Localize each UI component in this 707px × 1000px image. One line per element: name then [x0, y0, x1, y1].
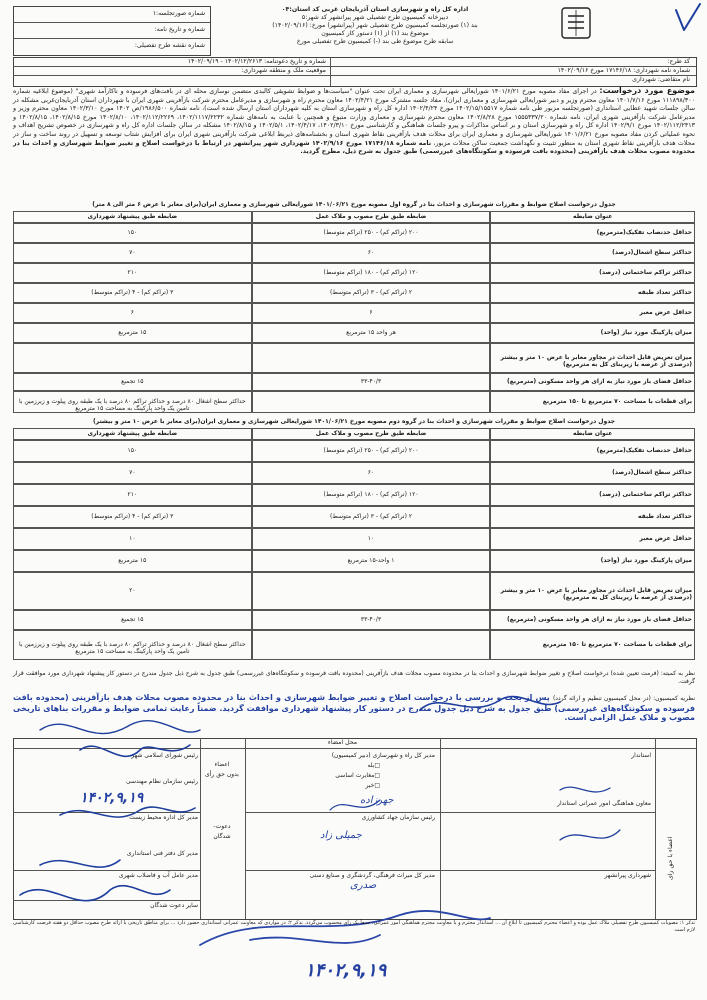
member-municipality: شهرداری پیرانشهر	[604, 872, 651, 879]
decision-text: پس از بحث و بررسی با درخواست اصلاح و تغییر ضوابط شهرسازی و احداث بنا در محدوده مصوب محلات هدف بازآفرینی (محدوده بافت فرسوده و سکونتگاه‌های غیررسمی) طبق جدول به شرح ذیل جدول مندرج در دستور کار پیشنهاد شهرداری موافقت گردید. ضمناً رعایت تمامی ضوابط و مقررات بناهای تاریخی مصوب و ملاک عمل الزامی است.	[13, 693, 695, 722]
table2-cell: ۱۵ مترمربع	[118, 557, 147, 564]
member-water: مدیر عامل آب و فاضلاب شهری	[118, 872, 198, 879]
table2-cell: برای قطعات با مساحت ۷۰ مترمربع تا ۱۵۰ مترمربع	[542, 641, 692, 648]
member-roads-director: مدیر کل راه و شهرسازی (دبیر کمیسیون)	[331, 752, 435, 759]
table2	[13, 428, 695, 664]
table2-cell	[255, 641, 488, 660]
org-line-4: موضوع بند (۱) از (۱) دستور کار کمیسیون	[321, 30, 429, 37]
table1-cell: حداکثر سطح اشغال(درصد)	[612, 249, 692, 256]
vote-label-invited-2: شدگان	[213, 833, 231, 840]
member-agriculture: رئیس سازمان جهاد کشاورزی	[361, 814, 435, 821]
table2-cell: ۱۲۰ (تراکم کم) - ۱۸۰ (تراکم متوسط)	[323, 491, 419, 498]
table2-cell: حداکثر تراکم ساختمانی (درصد)	[599, 491, 692, 498]
subject-tail: نامه شماره ۱۷۱۴۶/۱۸ مورخ ۱۴۰۲/۹/۱۶ شهرداری شهر پیرانشهر در ارتباط با درخواست اصلاح و تغییر ضوابط شهرسازی و احداث بنا در محدوده مصوب محلات هدف بازآفرینی (محدوده بافت فرسوده و سکونتگاه‌های غیررسمی) طبق جدول به شرح ذیل، مطرح گردید.	[13, 139, 695, 156]
table2-cell: ۱۵۰	[127, 447, 138, 454]
request-note: نظر به کمیته: (فرمت تعیین شده) درخواست اصلاح و تغییر ضوابط شهرسازی و احداث بنا در محدوده مصوب محلات هدف بازآفرینی (محدوده بافت فرسوده و سکونتگاه‌های غیررسمی) طبق جدول به شرح ذیل جدول مندرج در دستور کار پیشنهاد شهرداری مورد موافقت قرار گرفت.	[13, 670, 695, 685]
table2-cell: ۲۰۰ (تراکم کم) - ۲۵۰ (تراکم متوسط)	[323, 447, 419, 454]
table1-cell: ۶	[369, 309, 373, 316]
invite-value: ۱۴۰۲/۱۲/۲۶۱۳ - ۱۴۰۲/۰۹/۱۹	[187, 58, 263, 65]
table1	[13, 211, 695, 413]
map-number: شماره نقشه طرح تفصیلی:	[134, 42, 205, 49]
member-heritage: مدیر کل میراث فرهنگی، گردشگری و صنایع دستی	[309, 872, 435, 879]
table1-cell: برای قطعات با مساحت ۷۰ مترمربع تا ۱۵۰ مترمربع	[542, 398, 692, 405]
applicant-label: نام متقاضی:	[657, 76, 690, 83]
table1-cell: حداکثر تراکم ساختمانی (درصد)	[599, 269, 692, 276]
handwritten-name-2: جمیلی زاد	[320, 830, 362, 841]
subject-title: موضوع مورد درخواست:	[599, 86, 696, 95]
handwritten-date-2: ۱۴۰۲,۹,۱۹	[305, 960, 387, 981]
decision-label: نظریه کمیسیون: (در محل کمیسیون تنظیم و ارائه گردد)	[552, 695, 695, 702]
table2-cell: ۱۰	[367, 535, 375, 542]
table2-header-1: ضابطه طبق طرح مصوب و ملاک عمل	[315, 430, 427, 437]
table1-cell: ۳ (تراکم کم) - ۴ (تراکم متوسط)	[91, 289, 174, 296]
vote-no: □خیر	[365, 782, 380, 789]
table1-cell: ۲۰۰ (تراکم کم) - ۲۵۰ (تراکم متوسط)	[323, 229, 419, 236]
table1-header-2: ضابطه طبق پیشنهاد شهرداری	[87, 213, 178, 220]
table2-cell: ۱۰	[129, 535, 136, 542]
table1-cell: ۱۲۰ (تراکم کم) - ۱۸۰ (تراکم متوسط)	[323, 269, 419, 276]
member-environment: مدیر کل اداره محیط زیست	[129, 814, 198, 821]
footer-note: تذکر ۱: مصوبات کمیسیون طرح تفصیلی ملاک عمل بوده و اعضاء محترم کمیسیون تا ابلاغ آن ... استاندار محترم و یا معاونت محترم هماهنگی امور عمرانی، جمعاً یک رأی محسوب می‌گردد. تذکر ۲: در مواردی که معاونت عمرانی استانداری حضور دارد ... برای مناطق تاریخی با ارائه طرح مصوب حداقل دو هفته فرصت کارشناسی لازم است	[13, 920, 696, 933]
table1-cell: ۲۱۰	[127, 269, 138, 276]
table1-cell: هر واحد ۱۵ مترمربع	[346, 329, 396, 336]
table2-cell: ۳۳-۴۰/۳	[360, 616, 382, 623]
table1-cell: ۶۰	[367, 249, 375, 256]
table1-cell: ۱۵۰	[127, 229, 138, 236]
vote-yes: □بله	[367, 762, 380, 769]
table1-cell: ۱۵ تجمیع	[121, 378, 144, 385]
org-line-1: اداره کل راه و شهرسازی استان آذربایجان غربی کد استان:۰۴	[281, 6, 469, 13]
table2-cell: حداقل فضای باز مورد نیاز به ازای هر واحد مسکونی (مترمربع)	[506, 616, 692, 623]
table1-cell	[255, 354, 488, 373]
table2-cell: حداکثر سطح اشغال ۸۰ درصد و حداکثر تراکم ۸۰ درصد با یک طبقه روی پیلوت و زیرزمین با تامین یک واحد پارکینگ به مساحت ۱۵ مترمربع	[18, 641, 246, 655]
table1-cell: حداکثر تعداد طبقه	[637, 289, 692, 296]
table1-cell: ۲ (تراکم کم) - ۳ (تراکم متوسط)	[329, 289, 413, 296]
signature-scribbles	[0, 690, 707, 1000]
municipality-letter-value: ۱۷۱۴۶/۱۸ مورخ ۱۴۰۲/۰۹/۱۶	[557, 67, 632, 74]
table2-cell: ۱۵ تجمیع	[121, 616, 144, 623]
org-line-2: دبیرخانه کمیسیون طرح تفصیلی شهر پیرانشهر کد شهر:۵	[301, 14, 449, 21]
table2-header-2: ضابطه طبق پیشنهاد شهرداری	[87, 430, 178, 437]
ministry-logo	[560, 6, 592, 46]
table2-title: جدول درخواست اصلاح ضوابط و مقررات شهرسازی و احداث بنا در گروه دوم مصوبه مورخ ۱۴۰۱/۰۶/۲۱ شورایعالی شهرسازی و معماری ایران(برای معابر با عرض ۱۰ متر و بیشتر)	[93, 418, 615, 425]
vote-label-invited: دعوت-	[213, 823, 231, 830]
handwritten-name-1: جهرزاده	[360, 795, 394, 806]
table1-cell: ۱۵ مترمربع	[118, 329, 147, 336]
table1-cell: حداقل حدنصاب تفکیک(مترمربع)	[596, 229, 692, 236]
member-technical-office: مدیر کل دفتر فنی استانداری	[126, 850, 198, 857]
municipality-letter-label: شماره نامه شهرداری:	[633, 67, 690, 74]
table1-title: جدول درخواست اصلاح ضوابط و مقررات شهرسازی و احداث بنا در گروه اول مصوبه مورخ ۱۴۰۱/۰۶/۲۱ شورایعالی شهرسازی و معماری ایران(برای معابر با عرض ۶ متر الی ۸ متر)	[92, 201, 616, 208]
table2-cell: حداکثر سطح اشغال(درصد)	[612, 469, 692, 476]
table2-cell: ۲۱۰	[127, 491, 138, 498]
member-deputy-governor: معاون هماهنگی امور عمرانی استاندار	[557, 800, 651, 807]
table2-cell: ۳ (تراکم کم) - ۴ (تراکم متوسط)	[91, 513, 174, 520]
subject-text: در اجرای مفاد مصوبه مورخ ۱۴۰۱/۶/۲۱ شورایعالی شهرسازی و معماری ایران تحت عنوان "سیاست‌ها و ضوابط تشویقی کالبدی متضمن نوسازی محله ای در بافت‌های فرسوده و ناکارآمد شهری" (موضوع ابلاغیه شماره ۱۱۱۸۹۸/۳۰۰ مورخ ۱۴۰۱/۷/۱۶ معاون محترم وزیر و دبیر شورایعالی شهرسازی و معماری ایران)، مفاد جلسه مشترک مورخ ۱۴۰۲/۴/۲۱ معاون محترم راه و شهرسازی و مدیرعامل محترم شرکت بازآفرینی شهری ایران با شهرداران استان آذربایجان‌غربی مشکله در سالن جلسات شهید عطایی استانداری (صورتجلسه مزبور طی نامه شماره ۱۴۰۲/۱۵/۱۵۵۱۷ مورخ ۱۴۰۲/۴/۲۴ اداره کل راه و شهرسازی استان به کلیه شهرداران استان ارسال شده است)، نامه شماره ۱۹۸۶/۵۰۰/ص ۱۴۰۲ مورخ ۱۴۰۲/۳/۱۰ معاون محترم وزیر و مدیرعامل شرکت بازآفرینی شهری ایران، نامه شماره ۱۵۵۵۳۳۷/۲۰ مورخ ۱۴۰۲/۸/۲۸ معاون محترم شهرسازی و معماری وزارت متبوع و همچنین با عنایت به نامه‌های شماره ۱۴۰۲/۱۱۱۷/۲۲۳۲، ۱۴۰۲/۱۱۲/۲۲۶۹، ۱۴۰۲/۸/۱۰ مورخ ۱۴۰۲/۸/۱۵، ۱۴۰۲/۸/۱۵ و ۱۴۰۲/۱۱۲/۲۴۱۳ مورخ ۱۴۰۲/۹/۱ اداره کل راه و شهرسازی استان و بر اساس مذاکرات و پیرو جلسات هماهنگی و کارشناسی مورخ ۱۴۰۲/۳/۱۰، ۱۴۰۲/۴/۱۷، ۱۴۰۲/۵/۱ و ۱۴۰۲/۸/۱۵ مشکله در سالن جلسات اداره کل راه و شهرسازی در خصوص تشریح اهداف و نحوه عملیاتی کردن مفاد مصوبه مورخ ۱۴۰۱/۶/۲۱ شورایعالی شهرسازی و معماری ایران برای محلات هدف بازآفرینی نقاط شهری استان و بخشنامه‌های ذیربط ابلاغی شرکت بازآفرینی شهری ایران برای افزایش شتاب توسعه و تسهیل در روند ساخت و ساز در محلات هدف بازآفرینی نقاط شهری استان به منظور تثبیت و نگهداشت جمعیت ساکن محلات مزبور،	[13, 88, 695, 147]
member-other-invitees: سایر دعوت شدگان	[150, 902, 198, 909]
table1-header-0: عنوان ضابطه	[573, 213, 613, 220]
vote-label-members: اعضاء	[214, 761, 230, 768]
member-governor: استاندار	[631, 752, 651, 759]
vote-label-no-vote: بدون حق رأی	[205, 771, 239, 778]
member-city-council: رئیس شورای اسلامی شهر	[131, 752, 198, 759]
location-label: موقعیت ملک و منطقه شهرداری:	[241, 67, 326, 74]
org-line-5: سابقه طرح موضوع طی بند (-) کمیسیون طرح تفصیلی مورخ	[296, 38, 454, 45]
table1-cell: حداقل عرض معبر	[639, 309, 692, 316]
table2-cell: ۲۰	[129, 587, 136, 594]
members-with-vote-label: اعضاء با حق رای	[667, 836, 674, 880]
signature-col-header: محل امضاء	[327, 739, 358, 746]
session-number: شماره صورتجلسه:۱	[152, 10, 205, 17]
subject-paragraph	[13, 87, 695, 200]
table1-cell: حداکثر سطح اشغال ۸۰ درصد و حداکثر تراکم ۸۰ درصد با یک طبقه روی پیلوت و زیرزمین با تامین یک واحد پارکینگ به مساحت ۱۵ مترمربع	[18, 398, 246, 412]
table1-cell: میزان تعریض قابل احداث در مجاور معابر با عرض ۱۰ متر و بیشتر (درصدی از عرصه با زیربنای کل به مترمربع)	[500, 354, 692, 368]
table2-cell: ۷۰	[129, 469, 136, 476]
applicant-value: شهرداری	[632, 76, 656, 83]
letter-number-date: شماره و تاریخ نامه:	[154, 26, 205, 33]
code-label: کد طرح:	[667, 58, 690, 65]
table2-cell: ۲ (تراکم کم) - ۳ (تراکم متوسط)	[329, 513, 413, 520]
table1-cell: ۳۳-۴۰/۳	[360, 378, 382, 385]
handwritten-date-1: ۱۴۰۲,۹,۱۹	[80, 790, 144, 806]
table2-cell: حداکثر تعداد طبقه	[637, 513, 692, 520]
table1-cell: حداقل فضای باز مورد نیاز به ازای هر واحد مسکونی (مترمربع)	[506, 378, 692, 385]
table2-cell: ۶۰	[367, 469, 375, 476]
handwritten-name-3: صدری	[350, 880, 377, 891]
org-line-3: بند (۱) صورتجلسه کمیسیون طرح تفصیلی شهر (پیرانشهر) مورخ: (۱۴۰۲/۰۹/۱۶)	[272, 22, 478, 29]
table1-cell	[16, 354, 249, 373]
table2-cell: میزان پارکینگ مورد نیاز (واحد)	[600, 557, 692, 564]
table2-cell	[255, 587, 488, 610]
table2-cell: حداقل حدنصاب تفکیک(مترمربع)	[596, 447, 692, 454]
table1-cell: میزان پارکینگ مورد نیاز (واحد)	[600, 329, 692, 336]
table2-cell: حداقل عرض معبر	[639, 535, 692, 542]
table2-header-0: عنوان ضابطه	[573, 430, 613, 437]
table1-cell: ۷۰	[129, 249, 136, 256]
member-engineering: رئیس سازمان نظام مهندسی	[125, 778, 198, 785]
table1-header-1: ضابطه طبق طرح مصوب و ملاک عمل	[315, 213, 427, 220]
table2-cell: ۱ واحد-۱۵ مترمربع	[347, 557, 395, 564]
vote-conflict: □مغایرت اساسی	[335, 772, 380, 779]
table1-cell: ۶	[130, 309, 134, 316]
table2-cell: میزان تعریض قابل احداث در مجاور معابر با عرض ۱۰ متر و بیشتر (درصدی از عرصه با زیربنای کل به مترمربع)	[500, 587, 692, 601]
invite-label: شماره و تاریخ دعوتنامه:	[264, 58, 326, 65]
table1-cell	[255, 398, 488, 413]
